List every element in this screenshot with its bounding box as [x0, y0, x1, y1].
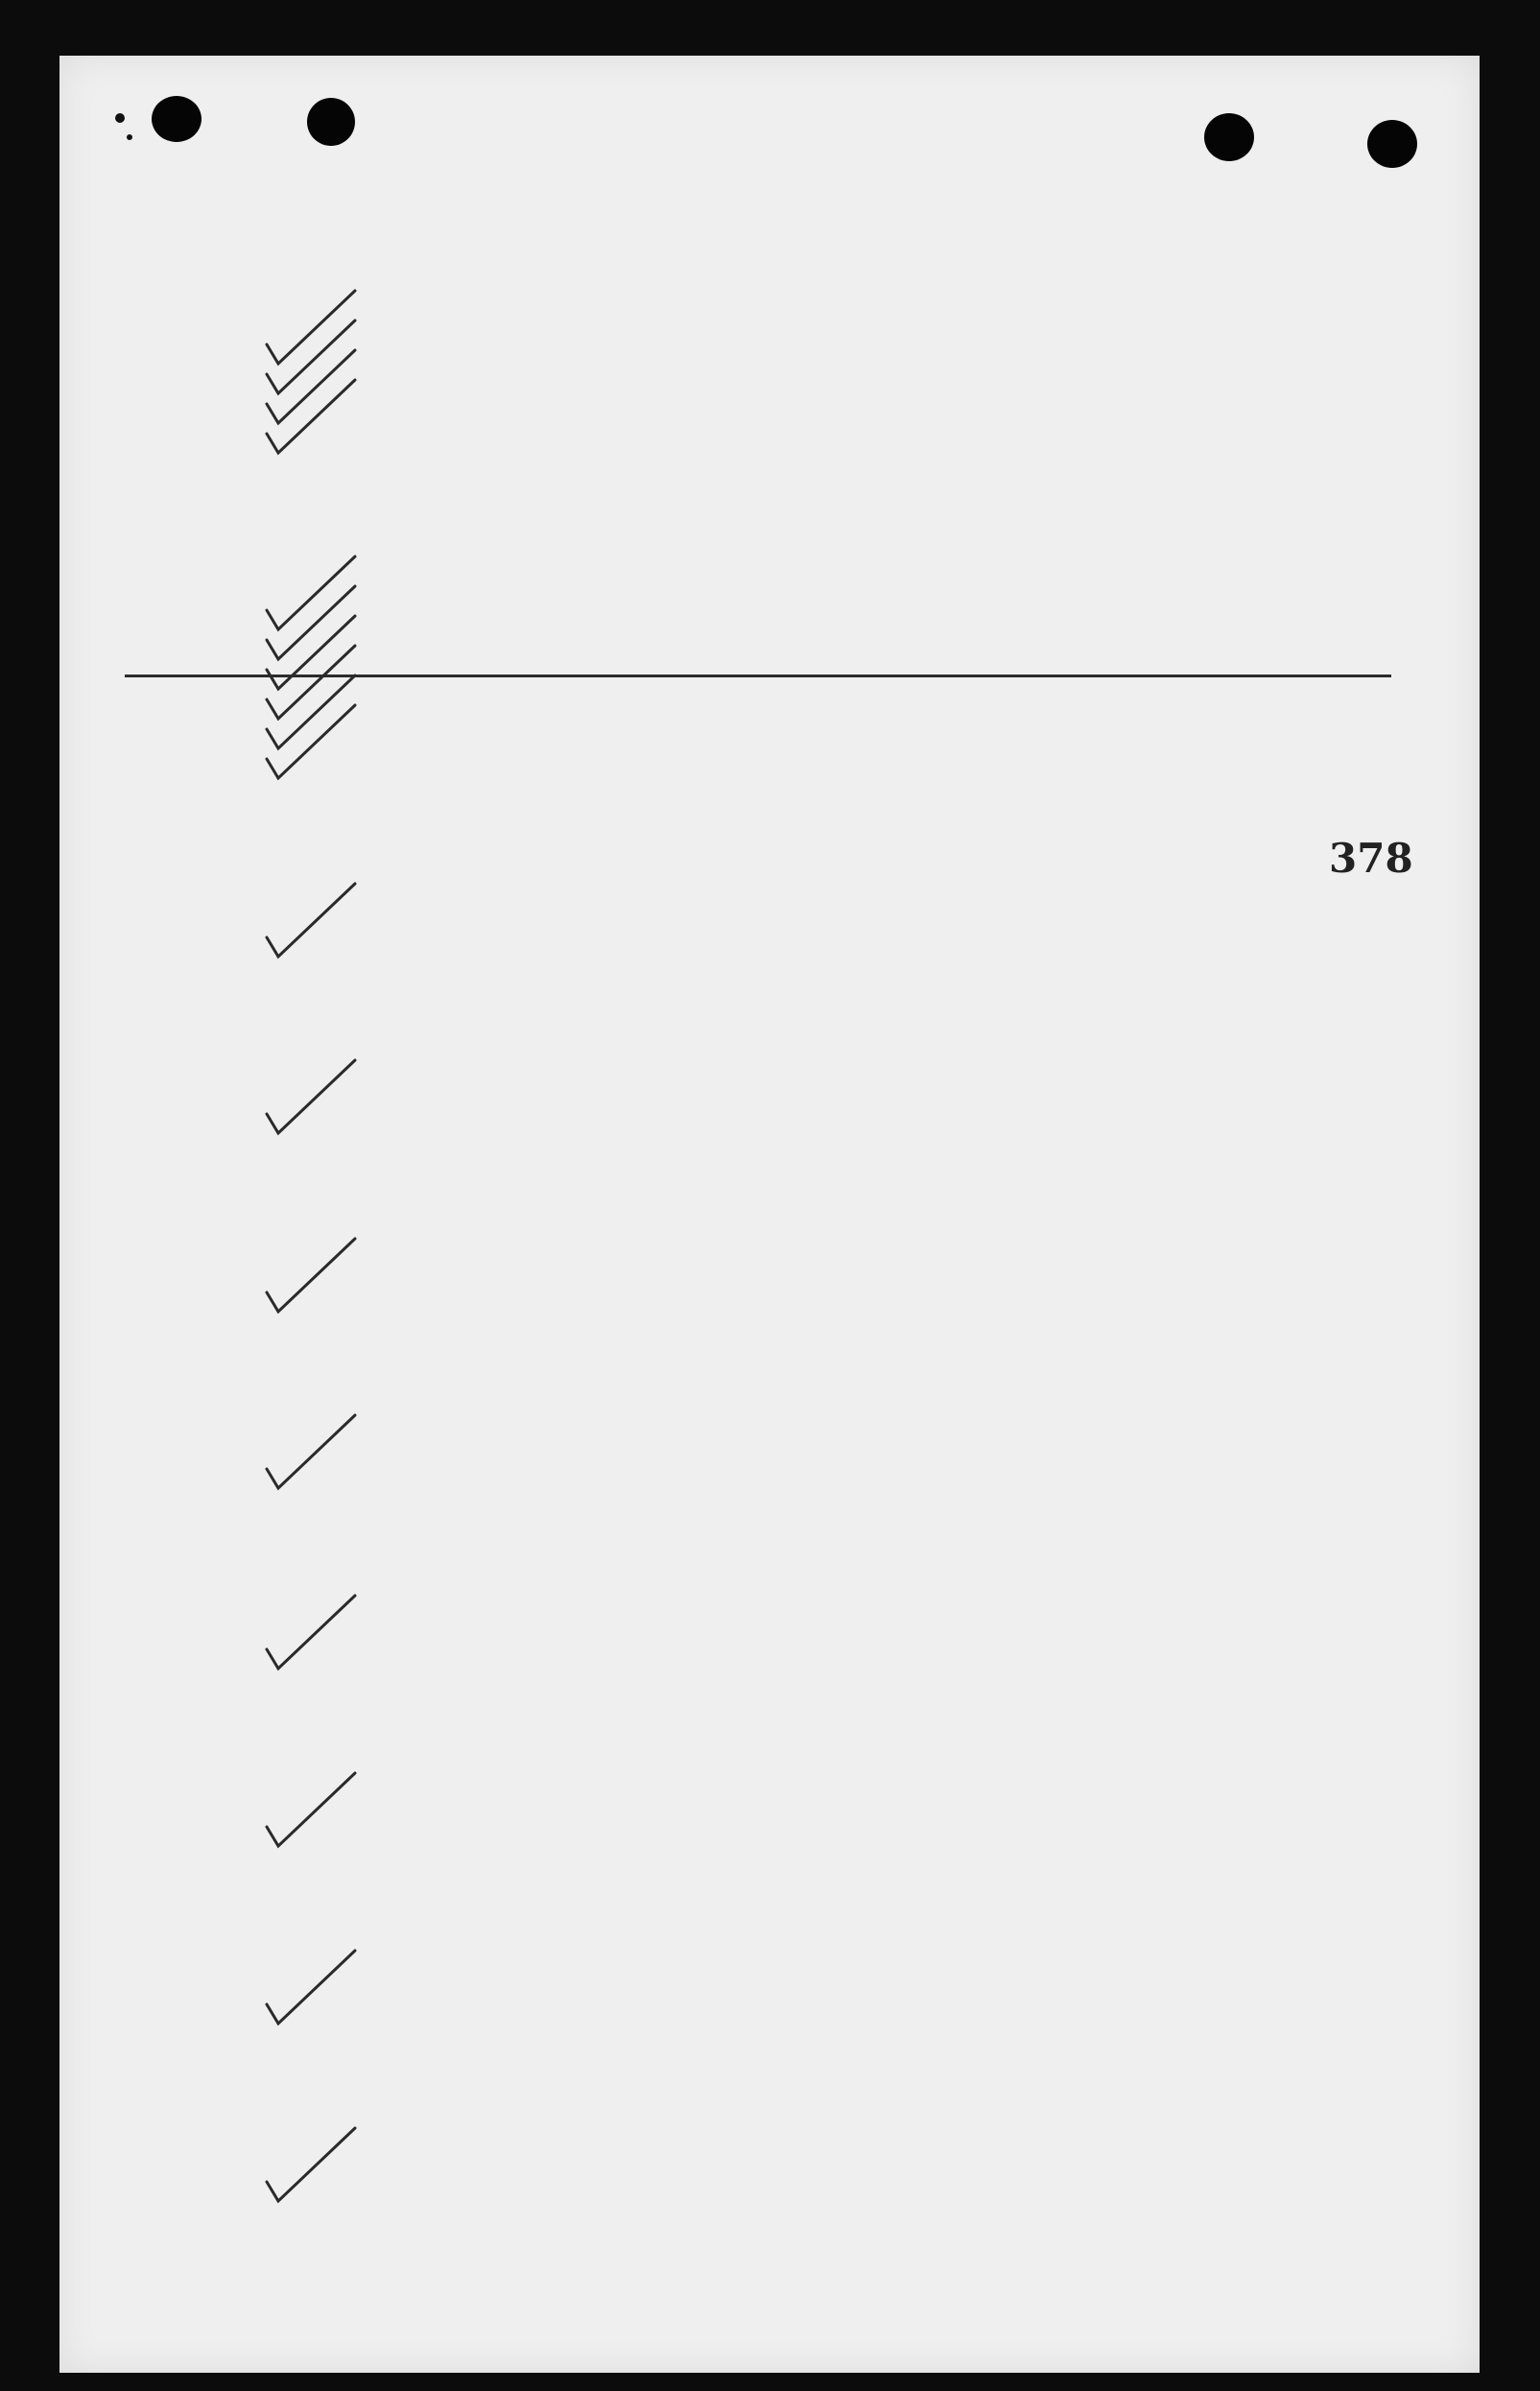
- punch-hole: [307, 98, 355, 146]
- ink-stain: [127, 134, 132, 140]
- page-number: 378: [1329, 835, 1413, 882]
- punch-hole: [1204, 113, 1254, 161]
- ink-stain: [115, 113, 125, 123]
- strikethrough-line: [125, 675, 1391, 677]
- punch-hole: [152, 96, 201, 142]
- document-page: [59, 56, 1480, 2373]
- punch-hole: [1367, 120, 1417, 168]
